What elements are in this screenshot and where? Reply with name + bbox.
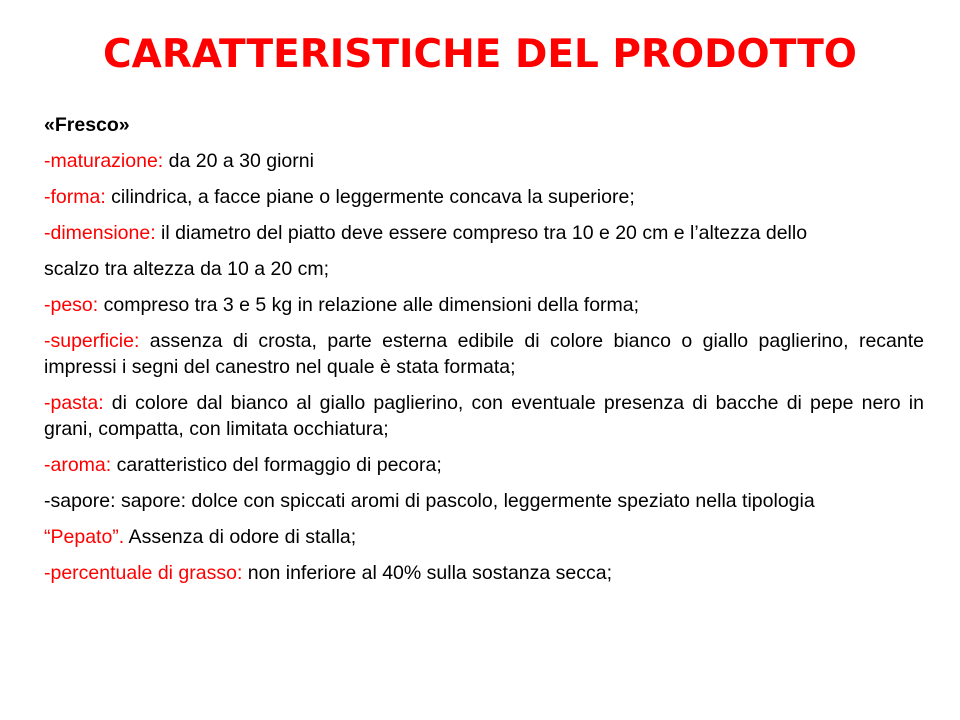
item-grasso: [44, 560, 924, 586]
item-label: -superficie:: [44, 330, 140, 352]
slide-title: CARATTERISTICHE DEL PRODOTTO: [103, 32, 857, 77]
item-text: Assenza di odore di stalla;: [124, 526, 357, 548]
item-pepato: [44, 524, 924, 550]
item-superficie: [44, 328, 924, 380]
item-text: scalzo tra altezza da 10 a 20 cm;: [44, 258, 330, 280]
item-label: -percentuale di grasso:: [44, 562, 243, 584]
section-heading: «Fresco»: [44, 114, 130, 136]
item-text: -sapore: sapore: dolce con spiccati aromi di pascolo, leggermente speziato nella tipologia: [44, 490, 815, 512]
item-text: assenza di crosta, parte esterna edibile di colore bianco o giallo paglierino, recante impressi i segni del canestro nel quale è stata formata;: [44, 330, 924, 378]
item-text: caratteristico del formaggio di pecora;: [111, 454, 442, 476]
item-dimensione: [44, 220, 924, 246]
item-forma: [44, 184, 924, 210]
item-label: -aroma:: [44, 454, 112, 476]
item-text: il diametro del piatto deve essere compreso tra 10 e 20 cm e l’altezza dello: [155, 222, 808, 244]
item-scalzo: [44, 256, 924, 282]
item-peso: [44, 292, 924, 318]
item-text: di colore dal bianco al giallo paglierino, con eventuale presenza di bacche di pepe nero in grani, compatta, con limitata occhiatura;: [44, 392, 924, 440]
item-text: compreso tra 3 e 5 kg in relazione alle dimensioni della forma;: [98, 294, 640, 316]
item-sapore: [44, 488, 924, 514]
item-pasta: [44, 390, 924, 442]
item-label: “Pepato”.: [44, 526, 125, 548]
slide-body: [44, 112, 924, 596]
item-label: -peso:: [44, 294, 99, 316]
item-label: -forma:: [44, 186, 106, 208]
item-label: -pasta:: [44, 392, 104, 414]
item-label: -maturazione:: [44, 150, 164, 172]
item-text: non inferiore al 40% sulla sostanza secca;: [242, 562, 612, 584]
item-text: da 20 a 30 giorni: [163, 150, 314, 172]
item-maturazione: [44, 148, 924, 174]
item-label: -dimensione:: [44, 222, 156, 244]
item-text: cilindrica, a facce piane o leggermente concava la superiore;: [105, 186, 635, 208]
item-aroma: [44, 452, 924, 478]
